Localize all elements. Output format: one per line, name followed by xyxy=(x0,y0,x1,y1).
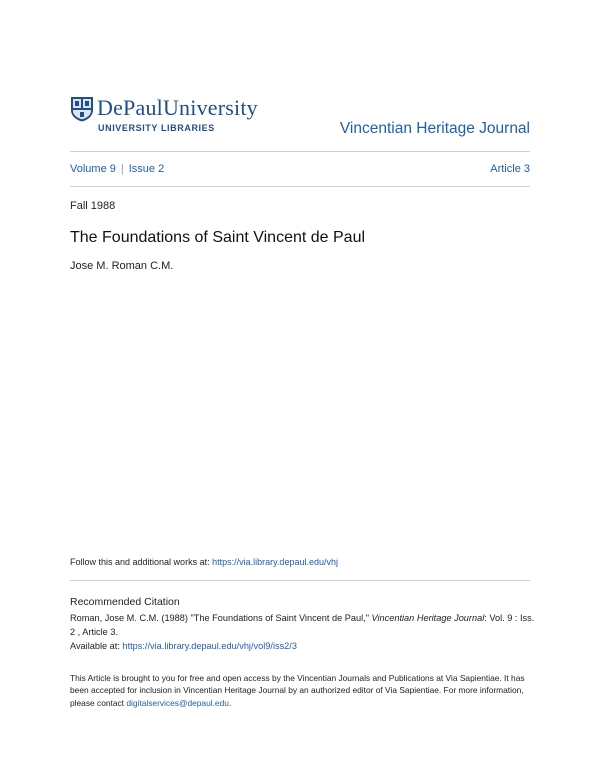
breadcrumb xyxy=(70,163,164,175)
divider-top xyxy=(70,151,530,152)
volume-link[interactable]: Volume 9 xyxy=(70,163,116,175)
follow-text: Follow this and additional works at: xyxy=(70,557,213,567)
citation-part-2: : Vol. 9 : Iss. 2 , Article 3. xyxy=(70,613,535,637)
follow-url-link[interactable]: https://via.library.depaul.edu/vhj xyxy=(212,557,338,567)
citation-text xyxy=(70,611,540,653)
contact-email-link[interactable]: digitalservices@depaul.edu xyxy=(126,697,229,708)
available-url-link[interactable]: https://via.library.depaul.edu/vhj/vol9/iss2/3 xyxy=(122,641,297,651)
citation-part-1: Roman, Jose M. C.M. (1988) "The Foundations of Saint Vincent de Paul," xyxy=(70,613,372,623)
journal-title-link[interactable]: Vincentian Heritage Journal xyxy=(339,120,530,137)
article-link[interactable]: Article 3 xyxy=(490,163,530,175)
access-notice xyxy=(70,672,540,709)
breadcrumb-separator: | xyxy=(120,163,124,175)
article-author: Jose M. Roman C.M. xyxy=(70,260,174,272)
recommended-citation-heading: Recommended Citation xyxy=(70,596,180,608)
follow-works xyxy=(70,557,338,567)
available-at-label: Available at: xyxy=(70,641,123,651)
notice-text: This Article is brought to you for free and open access by the Vincentian Journals and Publications at Via Sapientiae. It has been accepted for inclusion in Vincentian Heritage Journal by an authorized editor of Via Sapientiae. For more information, please contact xyxy=(70,673,525,708)
notice-end: . xyxy=(228,697,232,708)
publication-date: Fall 1988 xyxy=(70,200,116,212)
divider-citation xyxy=(70,580,530,581)
university-name: DePaulUniversity xyxy=(97,95,258,120)
citation-journal: Vincentian Heritage Journal xyxy=(371,613,485,623)
university-libraries-label: UNIVERSITY LIBRARIES xyxy=(98,123,215,133)
depaul-shield-icon xyxy=(70,96,94,122)
depaul-logo xyxy=(70,96,285,136)
divider-nav xyxy=(70,186,530,187)
article-title: The Foundations of Saint Vincent de Paul xyxy=(70,229,366,246)
issue-link[interactable]: Issue 2 xyxy=(128,163,165,175)
